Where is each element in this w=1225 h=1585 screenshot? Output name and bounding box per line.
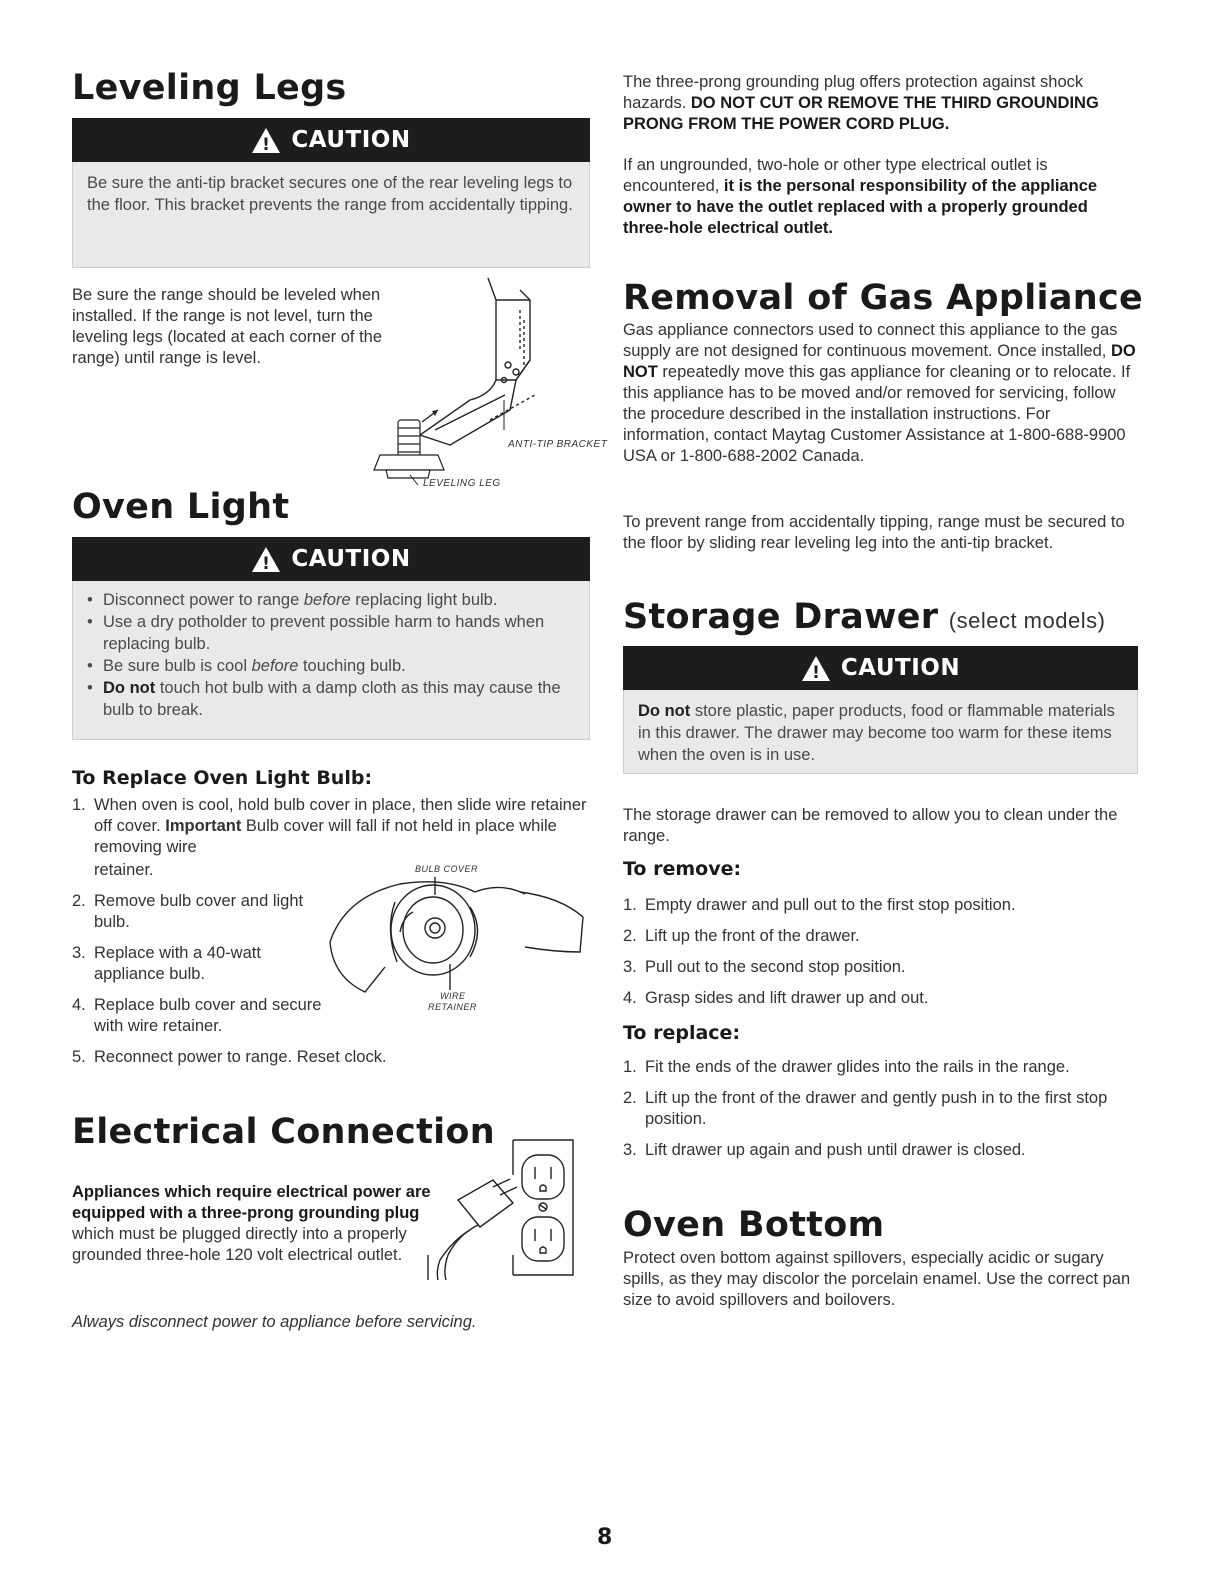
removal-paragraph-2: To prevent range from accidentally tipping, range must be secured to the floor by sliding rear leveling leg into the anti-tip bracket.: [623, 513, 1125, 552]
caution-header: [623, 646, 1138, 690]
to-remove-subheading: To remove:: [623, 858, 742, 880]
list-item: 2. Lift up the front of the drawer and gently push in to the first stop position.: [623, 1089, 1108, 1128]
svg-text:!: !: [812, 662, 820, 682]
caution-box-oven-light: [72, 537, 590, 740]
caution-item: • Be sure bulb is cool before touching bulb.: [85, 655, 577, 677]
oven-light-heading: Oven Light: [72, 487, 290, 527]
warning-triangle-icon: [251, 127, 281, 154]
removal-gas-appliance-heading: Removal of Gas Appliance: [623, 278, 1144, 318]
caution-item: • Disconnect power to range before replacing light bulb.: [85, 589, 577, 611]
grounding-plug-paragraph: The three-prong grounding plug offers protection against shock hazards. DO NOT CUT OR REMOVE THE THIRD GROUNDING PRONG FROM THE POWER CORD PLUG.: [623, 73, 1099, 133]
list-item: 3. Replace with a 40-watt appliance bulb.: [72, 944, 261, 983]
caution-title: CAUTION: [291, 546, 411, 572]
leveling-leg-label: LEVELING LEG: [423, 478, 501, 489]
leveling-legs-heading: Leveling Legs: [72, 68, 347, 108]
remove-steps: [623, 895, 1138, 1009]
list-item: 4. Grasp sides and lift drawer up and out.: [623, 989, 929, 1007]
list-item: 2. Lift up the front of the drawer.: [623, 927, 860, 945]
list-item: 2. Remove bulb cover and light bulb.: [72, 892, 304, 931]
removal-paragraph-1: Gas appliance connectors used to connect this appliance to the gas supply are not designed for continuous movement. Once installed, DO NOT repeatedly move this gas appliance for cleaning or to relocate. If this appliance has to be moved and/or removed for servicing, follow the procedure described in the installation instructions. For information, contact Maytag Customer Assistance at 1-800-688-9900 USA or 1-800-688-2002 Canada.: [623, 321, 1136, 465]
warning-triangle-icon: [251, 546, 281, 573]
replace-steps: [623, 1057, 1143, 1161]
caution-box-leveling: [72, 118, 590, 268]
caution-text: Be sure the anti-tip bracket secures one of the rear leveling legs to the floor. This bracket prevents the range from accidentally tipping.: [87, 174, 573, 214]
wire-label: WIRE: [440, 991, 466, 1001]
anti-tip-bracket-label: ANTI-TIP BRACKET: [508, 439, 608, 450]
list-item: 1. When oven is cool, hold bulb cover in place, then slide wire retainer off cover. Important Bulb cover will fall if not held in place while removing wire: [72, 796, 587, 856]
caution-title: CAUTION: [840, 655, 961, 681]
list-item: 5. Reconnect power to range. Reset clock.: [72, 1048, 387, 1066]
list-item: 1. Fit the ends of the drawer glides into the rails in the range.: [623, 1058, 1070, 1076]
to-replace-subheading: To replace:: [623, 1022, 741, 1044]
caution-header: [72, 118, 590, 162]
caution-item: • Use a dry potholder to prevent possible harm to hands when replacing bulb.: [85, 611, 577, 655]
grounded-outlet-illustration: [418, 1135, 578, 1280]
select-models-note: (select models): [948, 608, 1106, 633]
caution-item: • Do not touch hot bulb with a damp cloth as this may cause the bulb to break.: [85, 677, 577, 721]
anti-tip-bracket-illustration: [340, 270, 600, 495]
list-item: retainer.: [94, 861, 154, 879]
page-number: 8: [597, 1525, 613, 1550]
caution-text: Do not store plastic, paper products, food or flammable materials in this drawer. The drawer may become too warm for these items when the oven is in use.: [638, 702, 1115, 764]
storage-intro: The storage drawer can be removed to allow you to clean under the range.: [623, 806, 1118, 845]
svg-text:!: !: [262, 134, 271, 154]
svg-text:!: !: [262, 553, 271, 573]
electrical-body: Appliances which require electrical power are equipped with a three-prong grounding plug which must be plugged directly into a properly grounded three-hole 120 volt electrical outlet.: [72, 1183, 431, 1264]
retainer-label: RETAINER: [428, 1002, 477, 1012]
replace-bulb-subheading: To Replace Oven Light Bulb:: [72, 767, 373, 789]
storage-drawer-heading-row: [623, 597, 1105, 637]
caution-body: [72, 162, 590, 268]
caution-title: CAUTION: [291, 127, 411, 153]
oven-bottom-heading: Oven Bottom: [623, 1205, 885, 1245]
bulb-cover-label: BULB COVER: [415, 864, 479, 874]
oven-bottom-body: Protect oven bottom against spillovers, especially acidic or sugary spills, as they may discolor the porcelain enamel. Use the correct pan size to avoid spillovers and boilovers.: [623, 1249, 1131, 1309]
leveling-body: Be sure the range should be leveled when installed. If the range is not level, turn the leveling legs (located at each corner of the range) until range is level.: [72, 286, 383, 367]
electrical-note: Always disconnect power to appliance before servicing.: [72, 1313, 477, 1331]
list-item: 3. Pull out to the second stop position.: [623, 958, 906, 976]
caution-header: [72, 537, 590, 581]
list-item: 4. Replace bulb cover and secure with wire retainer.: [72, 996, 322, 1035]
caution-body: [72, 581, 590, 740]
caution-box-storage: [623, 646, 1138, 774]
caution-list: [85, 589, 577, 721]
electrical-connection-heading: Electrical Connection: [72, 1112, 495, 1152]
list-item: 1. Empty drawer and pull out to the first stop position.: [623, 896, 1016, 914]
caution-body: [623, 690, 1138, 774]
warning-triangle-icon: [801, 655, 831, 682]
ungrounded-outlet-paragraph: If an ungrounded, two-hole or other type electrical outlet is encountered, it is the personal responsibility of the appliance owner to have the outlet replaced with a properly grounded three-hole electrical outlet.: [623, 156, 1098, 237]
storage-drawer-heading: Storage Drawer: [623, 597, 939, 637]
list-item: 3. Lift drawer up again and push until drawer is closed.: [623, 1141, 1026, 1159]
